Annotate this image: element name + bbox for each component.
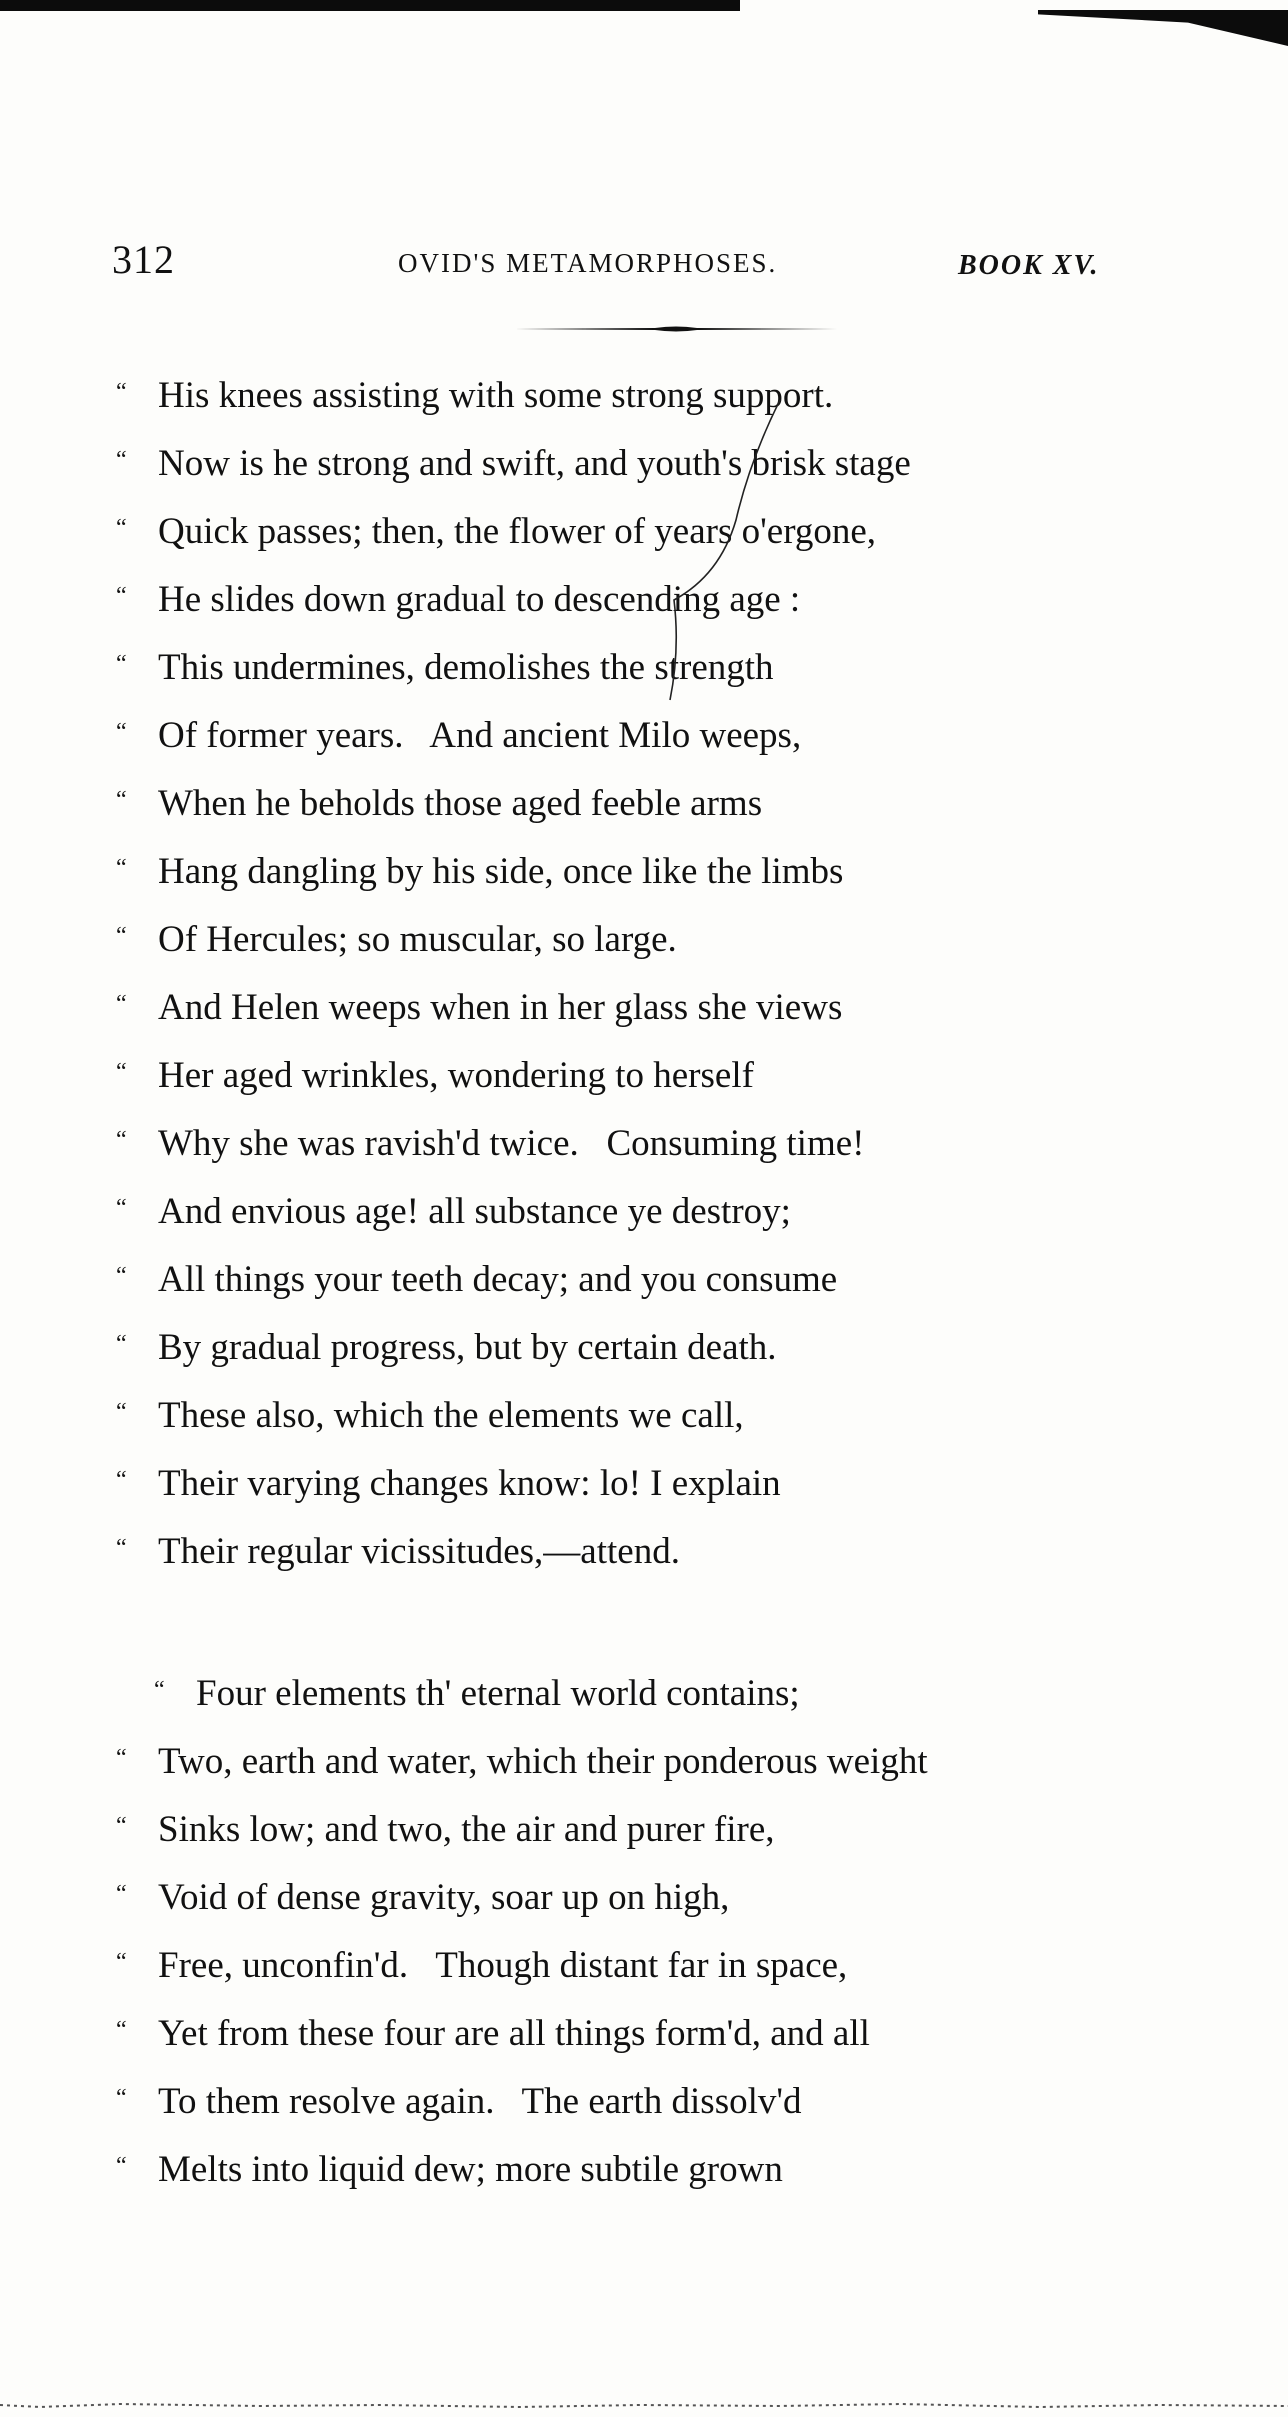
verse-line (116, 2138, 783, 2194)
quote-mark: “ (116, 1535, 127, 1561)
scan-edge-top-right (1038, 10, 1288, 46)
quote-mark: “ (116, 1881, 127, 1907)
verse-text: Their regular vicissitudes,—attend. (158, 1531, 680, 1572)
quote-mark: “ (116, 1745, 127, 1771)
verse-line (116, 1384, 744, 1440)
verse-text: He slides down gradual to descending age : (158, 579, 801, 620)
quote-mark: “ (116, 1949, 127, 1975)
header-ornament-rule (515, 325, 837, 333)
verse-line (116, 1044, 754, 1100)
quote-mark: “ (116, 2017, 127, 2043)
quote-mark: “ (116, 651, 127, 677)
quote-mark: “ (116, 1059, 127, 1085)
quote-mark: “ (116, 719, 127, 745)
verse-text: Now is he strong and swift, and youth's brisk stage (158, 443, 911, 484)
verse-line (116, 840, 843, 896)
verse-line (116, 772, 762, 828)
verse-text: Their varying changes know: lo! I explain (158, 1463, 781, 1504)
verse-line (116, 1934, 847, 1990)
verse-text: Melts into liquid dew; more subtile grown (158, 2149, 783, 2190)
page-header (112, 236, 1128, 286)
verse-line (116, 2002, 870, 2058)
verse-line (154, 1662, 800, 1718)
verse-text: Of Hercules; so muscular, so large. (158, 919, 677, 960)
quote-mark: “ (154, 1677, 165, 1703)
verse-text: And envious age! all substance ye destroy; (158, 1191, 791, 1232)
verse-line (116, 1180, 791, 1236)
verse-text: Yet from these four are all things form'd, and all (158, 2013, 870, 2054)
verse-text: When he beholds those aged feeble arms (158, 783, 763, 824)
verse-text: To them resolve again. The earth dissolv'd (158, 2081, 802, 2122)
scan-edge-top-left (0, 0, 740, 11)
verse-text: All things your teeth decay; and you consume (158, 1259, 838, 1300)
verse-line (116, 1520, 680, 1576)
pencil-stroke-mark (660, 400, 820, 700)
quote-mark: “ (116, 1127, 127, 1153)
quote-mark: “ (116, 1331, 127, 1357)
verse-line (116, 2070, 802, 2126)
book-label: BOOK XV. (958, 250, 1100, 281)
quote-mark: “ (116, 1467, 127, 1493)
quote-mark: “ (116, 2153, 127, 2179)
quote-mark: “ (116, 1263, 127, 1289)
quote-mark: “ (116, 1813, 127, 1839)
quote-mark: “ (116, 379, 127, 405)
quote-mark: “ (116, 923, 127, 949)
verse-line (116, 908, 677, 964)
verse-text: His knees assisting with some strong support. (158, 375, 834, 416)
scan-edge-bottom (0, 2393, 1288, 2417)
quote-mark: “ (116, 1399, 127, 1425)
verse-line (116, 1112, 864, 1168)
quote-mark: “ (116, 583, 127, 609)
quote-mark: “ (116, 515, 127, 541)
verse-text: By gradual progress, but by certain death. (158, 1327, 777, 1368)
verse-text: Her aged wrinkles, wondering to herself (158, 1055, 754, 1096)
quote-mark: “ (116, 855, 127, 881)
verse-line (116, 1452, 781, 1508)
verse-text: Two, earth and water, which their ponderous weight (158, 1741, 928, 1782)
verse-text: These also, which the elements we call, (158, 1395, 744, 1436)
verse-text: Quick passes; then, the flower of years o'ergone, (158, 511, 877, 552)
page-number: 312 (112, 237, 175, 282)
verse-line (116, 1730, 928, 1786)
verse-text: This undermines, demolishes the strength (158, 647, 774, 688)
verse-line (116, 1798, 775, 1854)
verse-line (116, 1866, 729, 1922)
verse-line (116, 976, 842, 1032)
quote-mark: “ (116, 787, 127, 813)
verse-text: Why she was ravish'd twice. Consuming time! (158, 1123, 865, 1164)
quote-mark: “ (116, 1195, 127, 1221)
quote-mark: “ (116, 2085, 127, 2111)
quote-mark: “ (116, 447, 127, 473)
verse-text: Free, unconfin'd. Though distant far in space, (158, 1945, 848, 1986)
verse-line (116, 704, 801, 760)
verse-text: Hang dangling by his side, once like the limbs (158, 851, 844, 892)
verse-text: Void of dense gravity, soar up on high, (158, 1877, 730, 1918)
running-title: OVID'S METAMORPHOSES. (398, 248, 778, 278)
verse-text: And Helen weeps when in her glass she views (158, 987, 843, 1028)
verse-line (116, 1248, 837, 1304)
verse-text: Four elements th' eternal world contains; (196, 1673, 800, 1714)
quote-mark: “ (116, 991, 127, 1017)
verse-text: Of former years. And ancient Milo weeps, (158, 715, 802, 756)
verse-text: Sinks low; and two, the air and purer fire, (158, 1809, 775, 1850)
verse-line (116, 1316, 777, 1372)
